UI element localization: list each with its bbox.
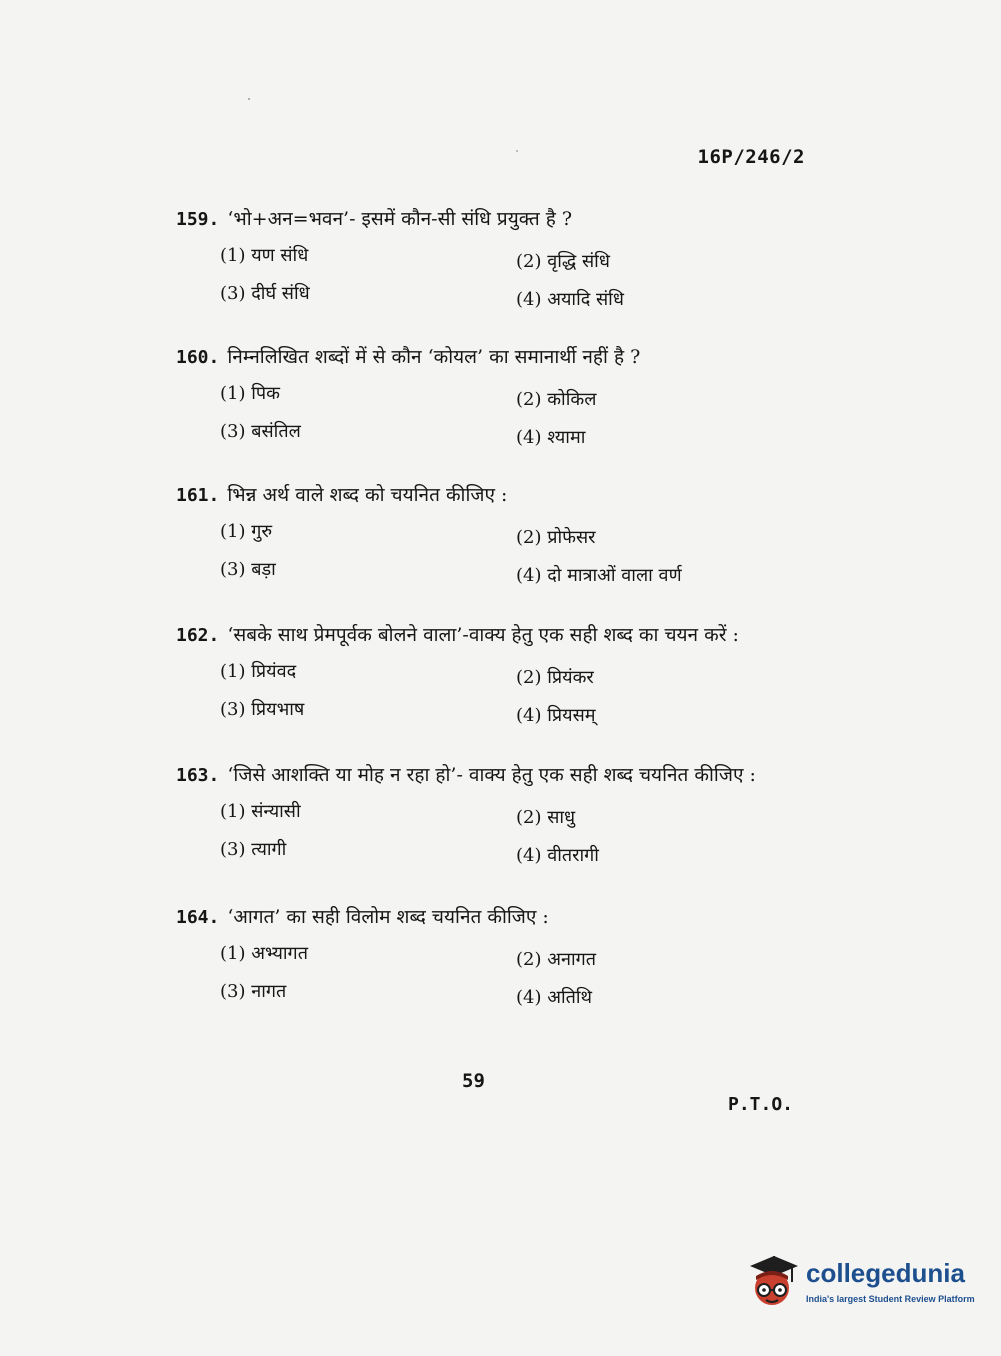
- speck: [516, 150, 518, 152]
- option-1: (1) पिक: [220, 383, 280, 404]
- question-number: 163.: [176, 765, 220, 786]
- question-number: 162.: [176, 625, 220, 646]
- option-1: (1) यण संधि: [220, 245, 309, 266]
- logo-tagline: India's largest Student Review Platform: [806, 1294, 975, 1304]
- option-4: (4) वीतरागी: [516, 845, 599, 866]
- question-159: [176, 206, 816, 323]
- pto-label: P.T.O.: [728, 1094, 794, 1115]
- question-160: [176, 344, 816, 461]
- student-mascot-icon: [744, 1252, 802, 1312]
- question-text: ‘आगत’ का सही विलोम शब्द चयनित कीजिए :: [227, 906, 549, 928]
- option-1: (1) संन्यासी: [220, 801, 301, 822]
- speck: [248, 98, 250, 100]
- question-text: ‘सबके साथ प्रेमपूर्वक बोलने वाला’-वाक्य हेतु एक सही शब्द का चयन करें :: [227, 624, 739, 646]
- option-1: (1) प्रियंवद: [220, 661, 297, 682]
- option-1: (1) गुरु: [220, 521, 273, 542]
- option-3: (3) बसंतिल: [220, 421, 301, 442]
- option-4: (4) श्यामा: [516, 427, 586, 448]
- page-number: 59: [462, 1070, 485, 1092]
- option-3: (3) दीर्घ संधि: [220, 283, 310, 304]
- option-2: (2) अनागत: [516, 949, 597, 970]
- question-text: ‘जिसे आशक्ति या मोह न रहा हो’- वाक्य हेतु एक सही शब्द चयनित कीजिए :: [227, 764, 756, 786]
- option-2: (2) वृद्धि संधि: [516, 251, 610, 272]
- option-2: (2) साधु: [516, 807, 576, 828]
- question-text: निम्नलिखित शब्दों में से कौन ‘कोयल’ का समानार्थी नहीं है ?: [227, 346, 641, 368]
- option-4: (4) अतिथि: [516, 987, 593, 1008]
- option-2: (2) प्रियंकर: [516, 667, 594, 688]
- collegedunia-logo[interactable]: [744, 1248, 984, 1318]
- option-3: (3) त्यागी: [220, 839, 287, 860]
- question-number: 164.: [176, 907, 220, 928]
- logo-wordmark: collegedunia: [806, 1258, 965, 1288]
- option-1: (1) अभ्यागत: [220, 943, 308, 964]
- option-2: (2) प्रोफेसर: [516, 527, 596, 548]
- option-4: (4) अयादि संधि: [516, 289, 624, 310]
- question-162: [176, 622, 816, 739]
- option-4: (4) दो मात्राओं वाला वर्ण: [516, 565, 682, 586]
- question-number: 161.: [176, 485, 220, 506]
- question-text: भिन्न अर्थ वाले शब्द को चयनित कीजिए :: [227, 484, 508, 506]
- option-2: (2) कोकिल: [516, 389, 597, 410]
- question-number: 159.: [176, 209, 220, 230]
- option-3: (3) प्रियभाष: [220, 699, 305, 720]
- option-4: (4) प्रियसम्: [516, 705, 596, 726]
- question-163: [176, 762, 816, 879]
- option-3: (3) बड़ा: [220, 559, 276, 580]
- question-number: 160.: [176, 347, 220, 368]
- option-3: (3) नागत: [220, 981, 287, 1002]
- question-161: [176, 482, 816, 599]
- question-text: ‘भो+अन=भवन’- इसमें कौन-सी संधि प्रयुक्त है ?: [227, 208, 573, 230]
- paper-code: 16P/246/2: [697, 146, 805, 168]
- question-164: [176, 904, 816, 1021]
